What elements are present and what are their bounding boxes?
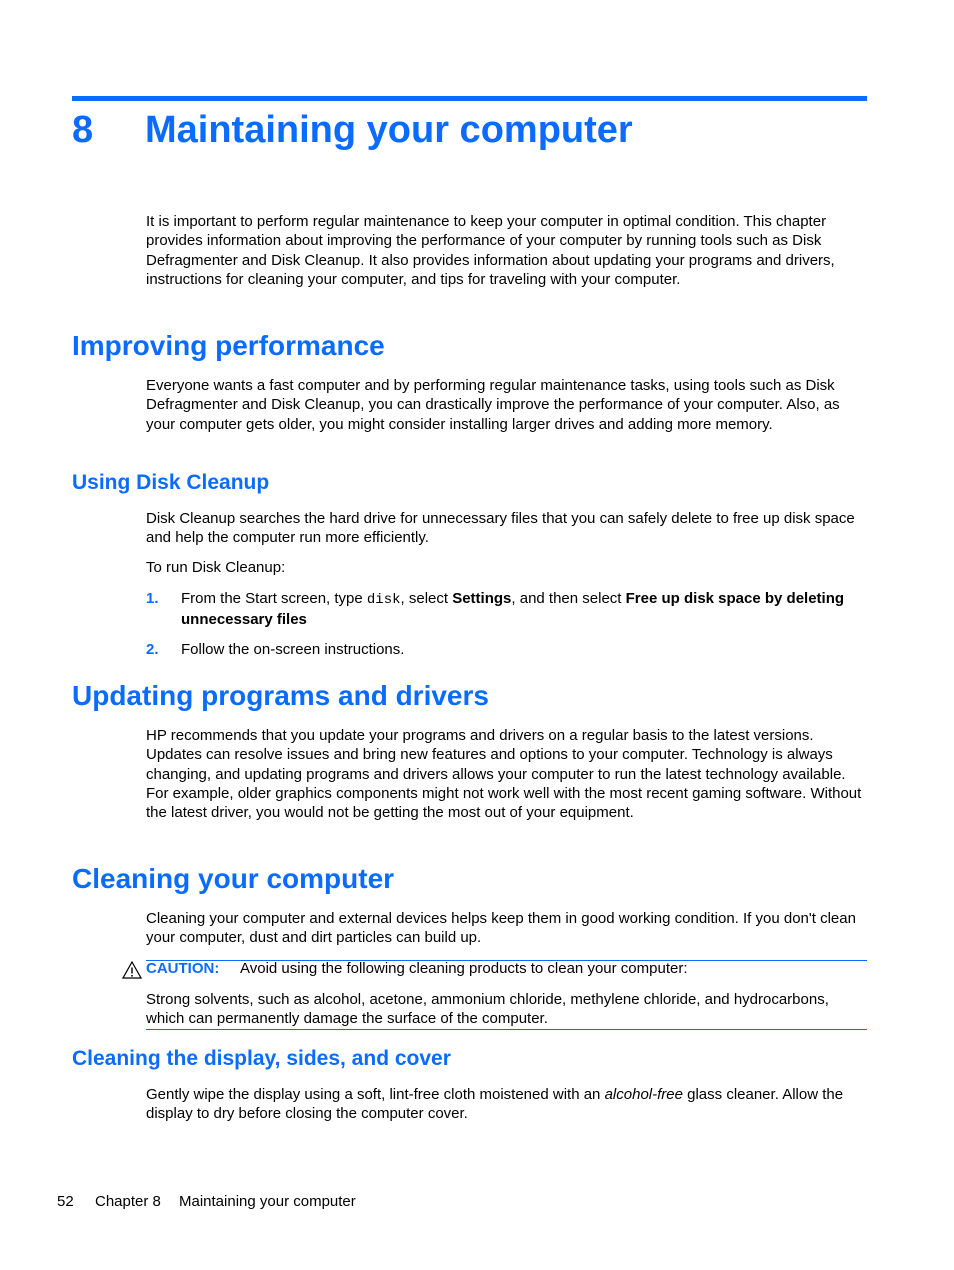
chapter-number: 8 [72,109,94,151]
caution-bottom-rule [146,1029,867,1030]
caution-label: CAUTION: [146,960,220,977]
heading-improving-performance: Improving performance [72,330,385,361]
cleaning-body: Cleaning your computer and external devices helps keep them in good working condition. If you don't clean your computer, dust and dirt particles can build up. [146,910,856,947]
step-1-number: 1. [146,590,159,607]
display-body [146,1085,868,1124]
footer-page-number: 52 [57,1193,74,1210]
heading-cleaning-display: Cleaning the display, sides, and cover [72,1047,451,1070]
step-1-mid2: , and then select [511,590,626,607]
chapter-top-rule [72,96,867,101]
step-1-free-up: Free up disk space by deleting unnecessary files [181,590,845,629]
chapter-title: Maintaining your computer [145,109,633,151]
step-1-pre: From the Start screen, type [181,590,367,607]
updating-body: HP recommends that you update your programs and drivers on a regular basis to the latest versions. Updates can resolve issues and bring new features and options to your computer. Technology is always changing, and updating programs and drivers allows your computer to run the latest technology available. For example, older graphics components might not work well with the most recent gaming software. Without the latest driver, you would not be getting the most out of your equipment. [146,727,862,822]
disk-cleanup-lead: To run Disk Cleanup: [146,559,286,576]
display-body-italic: alcohol-free [604,1086,683,1103]
step-1-mid: , select [400,590,453,607]
step-1-text [181,589,861,630]
improving-body: Everyone wants a fast computer and by performing regular maintenance tasks, using tools such as Disk Defragmenter and Disk Cleanup, you can drastically improve the performance of your computer. Also, as your computer gets older, you might consider installing larger drives and adding more memory. [146,377,840,433]
disk-cleanup-body: Disk Cleanup searches the hard drive for unnecessary files that you can safely delete to free up disk space and help the computer run more efficiently. [146,510,855,547]
heading-updating-programs: Updating programs and drivers [72,680,489,711]
heading-using-disk-cleanup: Using Disk Cleanup [72,471,270,494]
step-1-settings: Settings [452,590,512,607]
footer-chapter: Chapter 8 [95,1193,161,1210]
display-body-pre: Gently wipe the display using a soft, lint-free cloth moistened with an [146,1086,605,1103]
caution-detail: Strong solvents, such as alcohol, acetone, ammonium chloride, methylene chloride, and hydrocarbons, which can permanently damage the surface of the computer. [146,991,829,1028]
step-1-code: disk [366,592,401,608]
footer-title: Maintaining your computer [179,1193,356,1210]
heading-cleaning-computer: Cleaning your computer [72,863,395,894]
step-2-text: Follow the on-screen instructions. [181,641,405,658]
display-body-post: glass cleaner. Allow the display to dry before closing the computer cover. [146,1086,844,1123]
caution-text: Avoid using the following cleaning products to clean your computer: [240,960,688,977]
chapter-intro: It is important to perform regular maintenance to keep your computer in optimal condition. This chapter provides information about improving the performance of your computer by running tools such as Disk Defragmenter and Disk Cleanup. It also provides information about updating your programs and drivers, instructions for cleaning your computer, and tips for traveling with your computer. [146,213,835,288]
step-2-number: 2. [146,641,159,658]
warning-triangle-icon [122,961,142,979]
